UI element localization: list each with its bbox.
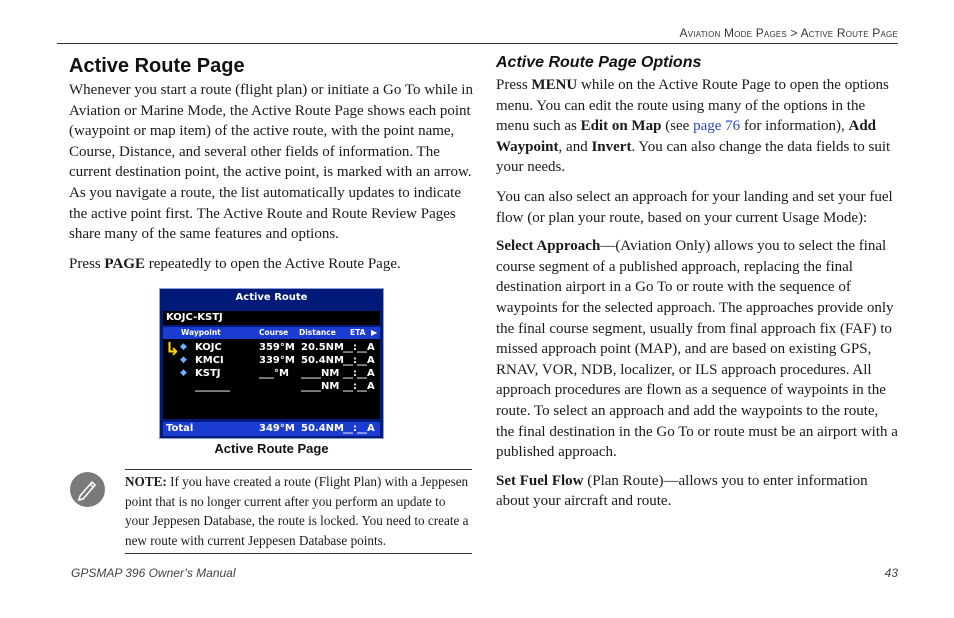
text-fragment: repeatedly to open the Active Route Page. [144, 255, 401, 272]
note-label: NOTE: [125, 474, 167, 489]
approach-intro-paragraph: You can also select an approach for your landing and set your fuel flow (or plan your route, based on your current Usage Mode): [496, 188, 893, 226]
option-name: Add Waypoint [496, 118, 877, 155]
waypoint-distance: ____NM [301, 368, 340, 379]
waypoint-course: 359°M [259, 342, 295, 353]
waypoint-diamond-icon: ◆ [180, 342, 187, 352]
right-column [496, 54, 898, 512]
option-name: Select Approach [496, 238, 601, 255]
header-distance: Distance [299, 328, 336, 337]
text-fragment: while on the Active Route Page to open the options menu. You can edit the route using many of the options in the menu such as [496, 77, 889, 135]
breadcrumb-page: Active Route Page [800, 26, 898, 40]
column-header-bar [163, 327, 380, 339]
total-label: Total [166, 423, 194, 434]
waypoint-name: _______ [195, 381, 230, 392]
waypoint-row [163, 341, 380, 354]
breadcrumb [679, 26, 898, 40]
text-fragment: , and [558, 138, 592, 155]
route-name: KOJC-KSTJ [163, 311, 380, 325]
option-name: Set Fuel Flow [496, 472, 584, 489]
option-name: Edit on Map [580, 118, 662, 135]
page-link[interactable]: page 76 [693, 118, 741, 135]
total-bar [163, 422, 380, 436]
waypoint-eta: __:__A [343, 381, 375, 392]
waypoint-course: 339°M [259, 355, 295, 366]
waypoint-eta: __:__A [343, 342, 375, 353]
text-fragment: Press [496, 77, 532, 93]
key-name: PAGE [104, 255, 145, 272]
gps-screen [159, 288, 384, 439]
left-column [69, 54, 474, 274]
figure-caption: Active Route Page [214, 441, 329, 456]
waypoint-eta: __:__A [343, 355, 375, 366]
waypoint-row [163, 354, 380, 367]
note-pen-icon [70, 472, 105, 507]
options-paragraph [496, 75, 898, 178]
waypoint-distance: 50.4NM [301, 355, 344, 366]
press-page-paragraph [69, 254, 474, 275]
section-heading: Active Route Page Options [496, 54, 702, 71]
header-rule [57, 43, 898, 44]
option-name: Invert [591, 138, 632, 155]
text-fragment: Press [69, 255, 105, 272]
select-approach-paragraph [496, 236, 898, 463]
waypoint-row [163, 380, 380, 393]
note-body: If you have created a route (Flight Plan) with a Jeppesen point that is no longer current after you perform an update to your Jeppesen Database, the route is locked. You need to create a new route with current Jeppesen Database points. [125, 474, 469, 548]
waypoint-distance: 20.5NM [301, 342, 344, 353]
header-waypoint: Waypoint [181, 328, 221, 337]
waypoint-diamond-icon: ◆ [180, 368, 187, 378]
waypoint-name: KMCI [195, 355, 224, 366]
footer-manual-title: GPSMAP 396 Owner’s Manual [71, 566, 236, 580]
set-fuel-flow-paragraph [496, 471, 898, 512]
waypoint-name: KSTJ [195, 368, 221, 379]
waypoint-list [163, 339, 380, 419]
footer-page-number: 43 [884, 566, 898, 580]
active-point-arrow-icon: ↳ [165, 339, 181, 360]
waypoint-course: ___°M [259, 368, 289, 379]
total-eta: __:__A [343, 423, 375, 434]
right-arrow-icon: ▶ [371, 328, 378, 337]
waypoint-eta: __:__A [343, 368, 375, 379]
waypoint-name: KOJC [195, 342, 222, 353]
waypoint-row [163, 367, 380, 380]
note-box [125, 469, 472, 554]
page-title: Active Route Page [69, 55, 245, 77]
screen-title: Active Route [235, 292, 308, 303]
waypoint-diamond-icon: ◆ [180, 355, 187, 365]
breadcrumb-separator: > [790, 26, 798, 40]
breadcrumb-section: Aviation Mode Pages [679, 26, 787, 40]
header-course: Course [259, 328, 289, 337]
text-fragment: for information), [740, 118, 849, 135]
text-fragment: (see [661, 118, 694, 135]
header-eta: ETA [350, 328, 366, 337]
key-name: MENU [531, 77, 578, 93]
intro-paragraph: Whenever you start a route (flight plan) or initiate a Go To while in Aviation or Marine Mode, the Active Route Page shows each point (waypoint or map item) of the active route, with the point name, Course, Distance, and several other fields of information. The current destination point, the active point, is marked with an arrow. As you navigate a route, the list automatically updates to indicate the active point first. The Active Route and Route Review Pages share many of the same features and options. [69, 82, 473, 243]
waypoint-distance: ____NM [301, 381, 340, 392]
text-fragment: . You can also change the data fields to suit your needs. [496, 138, 891, 176]
text-fragment: (Plan Route)—allows you to enter information about your aircraft and route. [496, 472, 868, 510]
text-fragment: —(Aviation Only) allows you to select the final course segment of a published approach, replacing the final destination airport in a Go To or route with the sequence of waypoints for the selected approach. The approaches provide only the final course segment, usually from final approach fix (FAF) to missed approach point (MAP), and are based on existing GPS, RNAV, VOR, NDB, localizer, or ILS approach procedures. All approach procedures are flown as a sequence of waypoints in the route. To select an approach and add the waypoints to the route, the final destination in the Go To or route must be an airport with a published approach. [496, 238, 898, 461]
total-course: 349°M [259, 423, 295, 434]
total-distance: 50.4NM [301, 423, 344, 434]
note-text [125, 472, 472, 550]
